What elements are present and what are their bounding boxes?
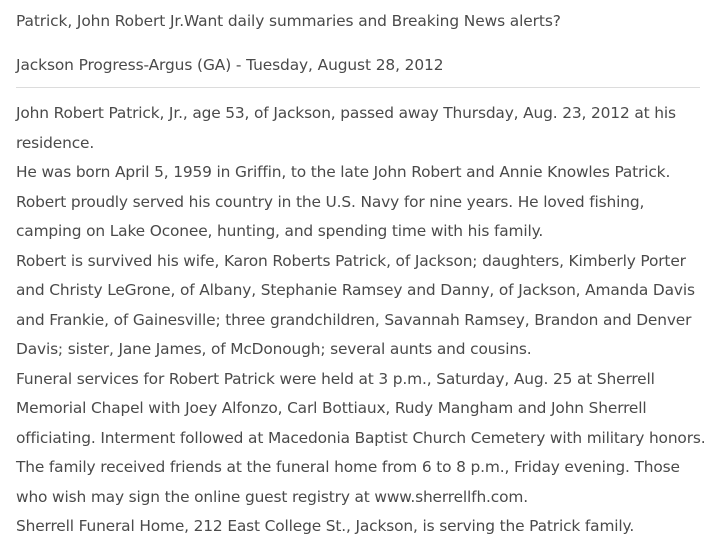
source-line: Jackson Progress-Argus (GA) - Tuesday, August 28, 2012 (16, 56, 444, 74)
headline: Patrick, John Robert Jr.Want daily summaries and Breaking News alerts? (16, 12, 561, 30)
paragraph-visitation: The family received friends at the funeral home from 6 to 8 p.m., Friday evening. Those who wish may sign the online guest registry at www.sherrellfh.com. (16, 458, 680, 506)
paragraph-funeral-home: Sherrell Funeral Home, 212 East College St., Jackson, is serving the Patrick family. (16, 517, 635, 535)
article-body (16, 99, 706, 542)
divider (16, 87, 700, 88)
paragraph-birth: He was born April 5, 1959 in Griffin, to the late John Robert and Annie Knowles Patrick. (16, 163, 671, 181)
paragraph-death-notice: John Robert Patrick, Jr., age 53, of Jackson, passed away Thursday, Aug. 23, 2012 at his residence. (16, 104, 676, 152)
paragraph-survivors: Robert is survived his wife, Karon Roberts Patrick, of Jackson; daughters, Kimberly Porter and Christy LeGrone, of Albany, Stephanie Ramsey and Danny, of Jackson, Amanda Davis and Frankie, of Gainesville; three grandchildren, Savannah Ramsey, Brandon and Denver Davis; sister, Jane James, of McDonough; several aunts and cousins. (16, 251, 695, 358)
paragraph-service: Robert proudly served his country in the U.S. Navy for nine years. He loved fishing, camping on Lake Oconee, hunting, and spending time with his family. (16, 192, 645, 240)
paragraph-funeral: Funeral services for Robert Patrick were held at 3 p.m., Saturday, Aug. 25 at Sherrell Memorial Chapel with Joey Alfonzo, Carl Bottiaux, Rudy Mangham and John Sherrell officiating. Interment followed at Macedonia Baptist Church Cemetery with military honors. (16, 369, 706, 447)
